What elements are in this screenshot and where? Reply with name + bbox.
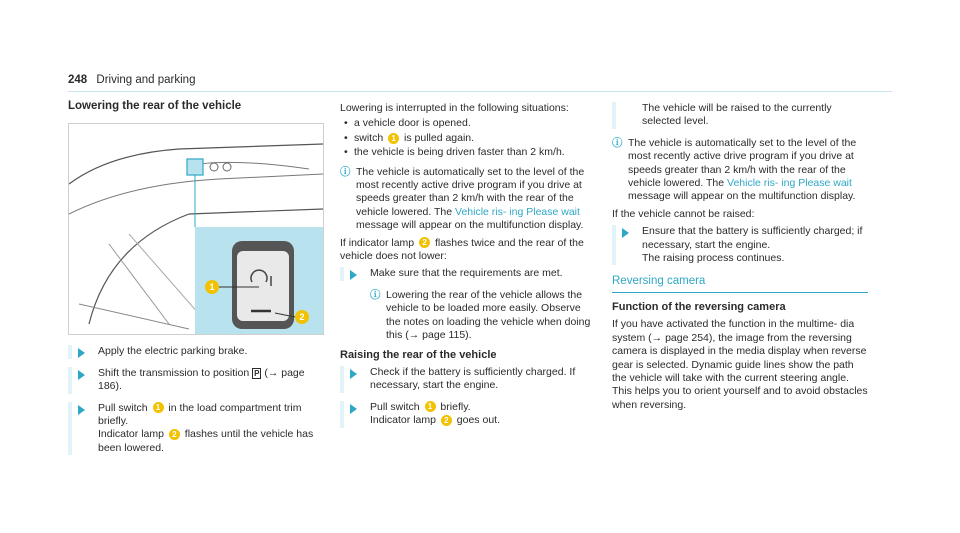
arrow-right-icon <box>78 370 85 380</box>
section-heading-reversing-camera: Reversing camera <box>612 275 868 292</box>
callout-1: 1 <box>209 282 215 293</box>
note-loading: ⓘ Lowering the rear of the vehicle allows the vehicle to be loaded more easily. Observe the notes on loading the vehicle when doing this (→ page 115). <box>370 288 591 342</box>
step-parking-brake: Apply the electric parking brake. <box>68 345 324 358</box>
header-divider <box>68 91 892 92</box>
info-icon: ⓘ <box>340 165 351 178</box>
page-number: 248 <box>68 74 88 86</box>
section-title: Driving and parking <box>96 74 196 86</box>
note-auto-level-2: ⓘ The vehicle is automatically set to the level of the most recently active drive program if you drive at speeds greater than 2 km/h with the rear of the vehicle lowered. The Vehicle ris- ing Please wait message will appear on the multifunction display. <box>612 136 857 203</box>
load-compartment-illustration <box>68 123 324 335</box>
step-requirements: Make sure that the requirements are met. <box>340 267 596 280</box>
cannot-raise: If the vehicle cannot be raised: <box>612 207 755 220</box>
info-icon: ⓘ <box>612 136 623 149</box>
callout-1-inline: 1 <box>153 402 164 413</box>
column-2 <box>340 102 596 436</box>
arrow-right-icon <box>350 369 357 379</box>
message-link: Vehicle ris- ing Please wait <box>727 177 852 190</box>
list-item: • switch 1 is pulled again. <box>340 132 596 145</box>
page-header <box>68 74 195 86</box>
arrow-right-icon <box>350 404 357 414</box>
list-item: • a vehicle door is opened. <box>340 117 596 130</box>
info-icon: ⓘ <box>370 288 381 301</box>
step-pull-switch: Pull switch 1 in the load compartment trim briefly. Indicator lamp 2 flashes until the vehicle has been lowered. <box>68 402 324 456</box>
message-link: Vehicle ris- ing Please wait <box>455 205 580 218</box>
callout-2-inline: 2 <box>169 429 180 440</box>
trunk-illustration-svg <box>69 124 323 334</box>
interrupt-list <box>340 117 596 159</box>
callout-2: 2 <box>299 312 305 323</box>
column-1 <box>68 100 324 463</box>
interrupt-intro: Lowering is interrupted in the following situations: <box>340 102 569 114</box>
subheading-camera-function: Function of the reversing camera <box>612 300 786 313</box>
column-3 <box>612 102 868 412</box>
section-heading-lowering: Lowering the rear of the vehicle <box>68 100 242 112</box>
arrow-right-icon <box>78 348 85 358</box>
raise-continuation: The vehicle will be raised to the currently selected level. <box>612 102 868 129</box>
section-heading-raising: Raising the rear of the vehicle <box>340 348 497 361</box>
flash-condition: If indicator lamp 2 flashes twice and the rear of the vehicle does not lower: <box>340 236 584 263</box>
step-ensure-battery: Ensure that the battery is sufficiently charged; if necessary, start the engine. The raising process continues. <box>612 225 868 265</box>
list-item: • the vehicle is being driven faster than 2 km/h. <box>340 146 596 159</box>
step-pull-switch-raise: Pull switch 1 briefly. Indicator lamp 2 goes out. <box>340 401 596 428</box>
step-shift-transmission: Shift the transmission to position P (→ page 186). <box>68 367 324 394</box>
arrow-right-icon <box>78 405 85 415</box>
gear-p-icon: P <box>254 368 260 378</box>
note-auto-level: ⓘ The vehicle is automatically set to the level of the most recently active drive program if you drive at speeds greater than 2 km/h with the rear of the vehicle lowered. The Vehicle ris- ing Please wait message will appear on the multifunction display. <box>340 165 585 232</box>
step-check-battery: Check if the battery is sufficiently charged. If necessary, start the engine. <box>340 366 596 393</box>
camera-body-text: If you have activated the function in the multime- dia system (→ page 254), the image from the reversing camera is displayed in the media display when reverse gear is selected. Dynamic guide lines show the path the vehicle will take with the current steering angle. This helps you to orient yourself and to avoid obstacles when reversing. <box>612 318 868 411</box>
arrow-right-icon <box>622 228 629 238</box>
arrow-right-icon <box>350 270 357 280</box>
